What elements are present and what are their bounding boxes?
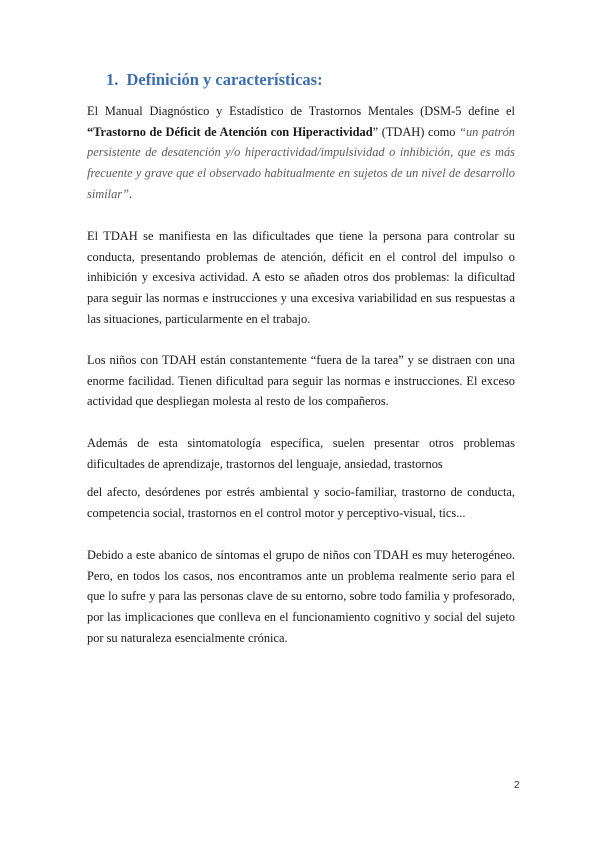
paragraph-line: las situaciones, particularmente en el trabajo. — [87, 311, 311, 326]
section-title: Definición y características: — [126, 70, 323, 89]
paragraph-line: del afecto, desórdenes por estrés ambiental y socio-familiar, trastorno de conducta, — [87, 485, 515, 499]
paragraph-heterogeneity — [87, 545, 515, 648]
quote-line: frecuente y grave que el observado habitualmente en sujetos de un nivel de desarrollo — [87, 166, 515, 181]
text-span: ” (TDAH) como — [372, 124, 460, 139]
paragraph-line: para seguir las normas e instrucciones y una excesiva variabilidad en sus respuestas a — [87, 291, 515, 306]
quote-line: persistente de desatención y/o hiperactividad/impulsividad o inhibición, que es más — [87, 145, 515, 160]
paragraph-line — [87, 184, 515, 205]
paragraph-line: Además de esta sintomatología específica, suelen presentar otros problemas — [87, 436, 515, 450]
paragraph-manifestation — [87, 226, 515, 329]
paragraph-line — [87, 122, 515, 143]
disorder-name: “Trastorno de Déficit de Atención con Hiperactividad — [87, 124, 373, 139]
paragraph-line: inhibición y excesiva actividad. A esto se añaden otros dos problemas: la dificultad — [87, 270, 515, 285]
paragraph-line: Los niños con TDAH están constantemente “fuera de la tarea” y se distraen con una — [87, 353, 515, 367]
paragraph-line: competencia social, trastornos en el control motor y perceptivo-visual, tics... — [87, 505, 466, 520]
paragraph-line: dificultades de aprendizaje, trastornos del lenguaje, ansiedad, trastornos — [87, 456, 443, 471]
paragraph-line: El Manual Diagnóstico y Estadístico de Trastornos Mentales (DSM-5 define el — [87, 104, 515, 118]
paragraph-associated-problems — [87, 433, 515, 474]
quote-span: similar” — [87, 186, 130, 201]
paragraph-associated-problems-cont — [87, 482, 515, 523]
text-span: . — [129, 186, 133, 201]
paragraph-line: actividad que despliegan molesta al resto de los compañeros. — [87, 394, 389, 409]
paragraph-line: El TDAH se manifiesta en las dificultades que tiene la persona para controlar su — [87, 229, 515, 243]
paragraph-line: enorme facilidad. Tienen dificultad para seguir las normas e instrucciones. El exceso — [87, 373, 515, 388]
paragraph-line: por las implicaciones que conlleva en el funcionamiento cognitivo y social del sujeto — [87, 610, 515, 625]
quote-span: “un patrón — [459, 124, 515, 139]
paragraph-line: que lo sufre y para las personas clave de su entorno, sobre todo familia y profesorado, — [87, 589, 515, 604]
paragraph-children — [87, 350, 515, 412]
paragraph-line: Debido a este abanico de síntomas el grupo de niños con TDAH es muy heterogéneo. — [87, 548, 515, 562]
paragraph-line: Pero, en todos los casos, nos encontramos ante un problema realmente serio para el — [87, 568, 515, 583]
section-number: 1. — [106, 70, 119, 89]
page-number: 2 — [514, 780, 520, 791]
section-heading — [106, 70, 323, 90]
paragraph-line: por su naturaleza esencialmente crónica. — [87, 630, 288, 645]
paragraph-line: conducta, presentando problemas de atención, déficit en el control del impulso o — [87, 249, 515, 264]
paragraph-definition — [87, 101, 515, 204]
